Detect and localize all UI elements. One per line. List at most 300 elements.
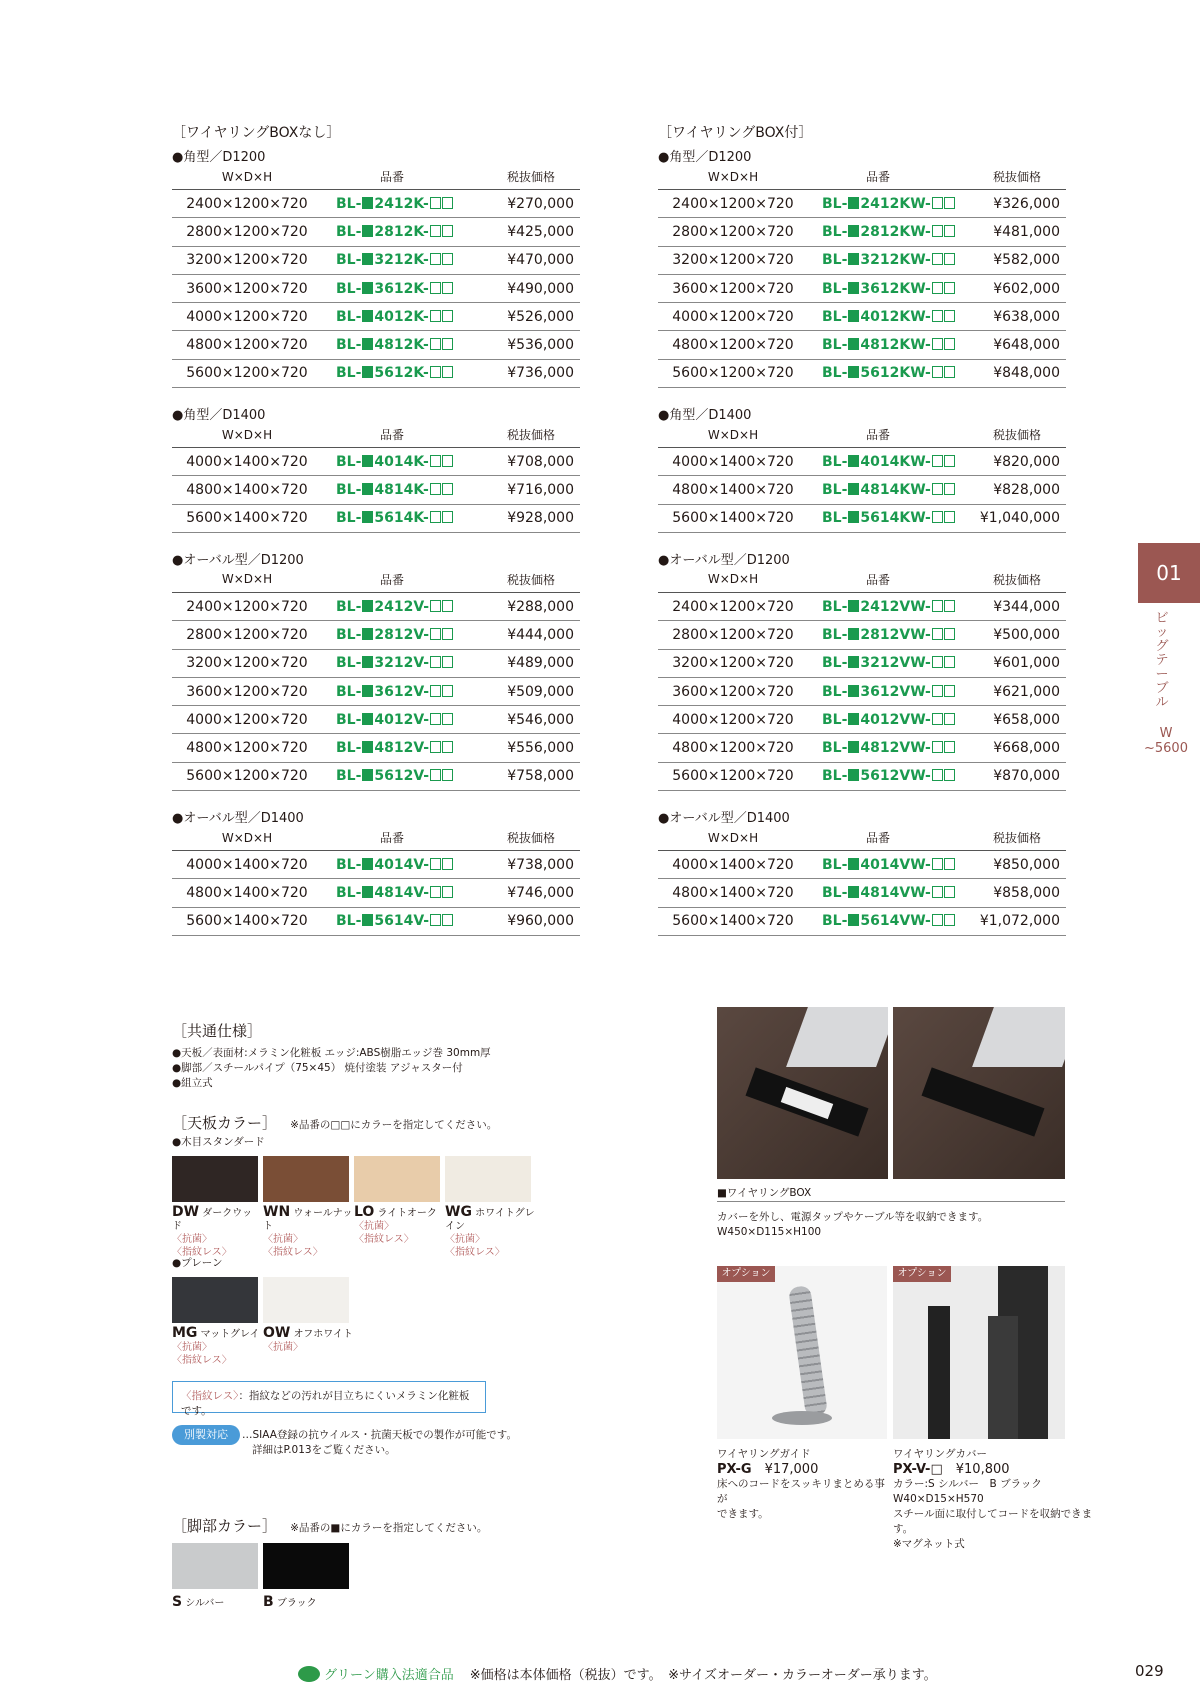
top-color-box-icon	[932, 656, 943, 668]
size-cell: 3200×1200×720	[186, 655, 308, 672]
color-swatch-mg	[172, 1277, 258, 1323]
top-color-header: ［天板カラー］ ※品番の□□にカラーを指定してください。	[172, 1114, 498, 1132]
leg-color-square-icon	[362, 858, 373, 870]
size-cell: 3600×1200×720	[186, 683, 308, 700]
leg-color-square-icon	[848, 225, 859, 237]
code-cell: BL- 3612KW-	[808, 281, 948, 297]
special-badge: 別製対応	[172, 1425, 240, 1445]
color-swatch-dw	[172, 1156, 258, 1202]
leg-color-square-icon	[362, 225, 373, 237]
code-cell: BL- 2412VW-	[808, 599, 948, 615]
table-row	[172, 650, 580, 678]
price-cell: ¥526,000	[507, 308, 574, 325]
wiring-box-desc: カバーを外し、電源タップやケーブル等を収納できます。 W450×D115×H100	[717, 1211, 989, 1238]
price-cell: ¥326,000	[993, 195, 1060, 212]
top-color-box-icon	[932, 769, 943, 781]
leg-color-square-icon	[848, 628, 859, 640]
section-title: ●オーバル型／D1200	[172, 552, 304, 568]
leg-label-black: B ブラック	[263, 1594, 317, 1610]
table-header: W×D×H 品番 税抜価格	[658, 422, 1066, 448]
top-color-box-icon	[430, 600, 441, 612]
leg-color-square-icon	[848, 886, 859, 898]
size-cell: 3600×1200×720	[672, 280, 794, 297]
code-cell: BL- 3212K-	[322, 252, 462, 268]
size-cell: 5600×1200×720	[186, 768, 308, 785]
price-cell: ¥470,000	[507, 252, 574, 269]
leg-color-square-icon	[848, 282, 859, 294]
leg-color-square-icon	[848, 366, 859, 378]
leg-color-square-icon	[848, 310, 859, 322]
table-section	[658, 805, 1066, 936]
code-cell: BL- 2412KW-	[808, 196, 948, 212]
table-row	[172, 218, 580, 246]
code-cell: BL- 4814KW-	[808, 482, 948, 498]
code-cell: BL- 5612K-	[322, 365, 462, 381]
wiring-guide-photo: オプション	[717, 1266, 887, 1439]
color-swatch-wg	[445, 1156, 531, 1202]
code-cell: BL- 2812V-	[322, 627, 462, 643]
price-cell: ¥648,000	[993, 337, 1060, 354]
top-color-box-icon	[442, 338, 453, 350]
leg-color-square-icon	[848, 769, 859, 781]
leg-color-square-icon	[362, 338, 373, 350]
table-header: W×D×H 品番 税抜価格	[658, 825, 1066, 851]
table-section	[172, 805, 580, 936]
top-color-box-icon	[932, 914, 943, 926]
top-color-box-icon	[430, 858, 441, 870]
price-cell: ¥960,000	[507, 913, 574, 930]
top-color-box-icon	[430, 282, 441, 294]
price-cell: ¥758,000	[507, 768, 574, 785]
table-row	[658, 275, 1066, 303]
color-label-mg: MG マットグレイ 〈抗菌〉 〈指紋レス〉	[172, 1325, 260, 1366]
leg-color-square-icon	[362, 713, 373, 725]
size-cell: 5600×1200×720	[672, 365, 794, 382]
size-cell: 5600×1200×720	[672, 768, 794, 785]
top-color-box-icon	[430, 511, 441, 523]
table-header: W×D×H 品番 税抜価格	[172, 164, 580, 190]
leg-color-square-icon	[362, 886, 373, 898]
top-color-box-icon	[430, 483, 441, 495]
leg-color-square-icon	[362, 483, 373, 495]
size-cell: 4000×1200×720	[672, 308, 794, 325]
size-cell: 5600×1400×720	[186, 913, 308, 930]
top-color-box-icon	[430, 366, 441, 378]
top-color-box-icon	[442, 685, 453, 697]
leg-color-square-icon	[362, 310, 373, 322]
size-cell: 2800×1200×720	[186, 626, 308, 643]
wiring-box-title: ■ワイヤリングBOX	[717, 1186, 1065, 1202]
code-cell: BL- 2812KW-	[808, 224, 948, 240]
size-cell: 2800×1200×720	[672, 626, 794, 643]
wiring-box-photo-open	[717, 1007, 888, 1179]
leg-color-square-icon	[362, 197, 373, 209]
table-row	[172, 275, 580, 303]
table-row	[658, 593, 1066, 621]
price-cell: ¥582,000	[993, 252, 1060, 269]
leg-color-square-icon	[362, 600, 373, 612]
price-cell: ¥828,000	[993, 482, 1060, 499]
size-cell: 4800×1200×720	[186, 740, 308, 757]
top-color-box-icon	[932, 253, 943, 265]
top-color-box-icon	[442, 858, 453, 870]
table-row	[172, 476, 580, 504]
top-color-box-icon	[932, 713, 943, 725]
leg-color-square-icon	[362, 914, 373, 926]
code-cell: BL- 3212V-	[322, 655, 462, 671]
leg-color-square-icon	[848, 483, 859, 495]
code-cell: BL- 4812VW-	[808, 740, 948, 756]
table-row	[658, 851, 1066, 879]
top-color-box-icon	[932, 858, 943, 870]
price-cell: ¥481,000	[993, 223, 1060, 240]
size-cell: 5600×1400×720	[186, 510, 308, 527]
code-cell: BL- 4814K-	[322, 482, 462, 498]
code-cell: BL- 4812KW-	[808, 337, 948, 353]
code-cell: BL- 2812VW-	[808, 627, 948, 643]
size-cell: 2800×1200×720	[186, 223, 308, 240]
price-cell: ¥344,000	[993, 598, 1060, 615]
size-cell: 4000×1400×720	[672, 856, 794, 873]
leg-color-square-icon	[362, 769, 373, 781]
size-cell: 4000×1400×720	[186, 856, 308, 873]
top-color-box-icon	[442, 225, 453, 237]
code-cell: BL- 5612VW-	[808, 768, 948, 784]
code-cell: BL- 2412K-	[322, 196, 462, 212]
leg-color-square-icon	[362, 511, 373, 523]
price-cell: ¥601,000	[993, 655, 1060, 672]
code-cell: BL- 5614VW-	[808, 913, 948, 929]
table-column-without-box	[172, 122, 580, 950]
section-title: ●角型／D1400	[658, 408, 752, 424]
size-cell: 4000×1200×720	[186, 711, 308, 728]
color-swatch-wn	[263, 1156, 349, 1202]
price-cell: ¥1,072,000	[979, 913, 1060, 930]
price-cell: ¥870,000	[993, 768, 1060, 785]
top-color-box-icon	[442, 366, 453, 378]
table-section	[658, 144, 1066, 388]
top-color-box-icon	[932, 282, 943, 294]
chapter-vertical-title: ビッグテーブル	[1155, 611, 1169, 710]
top-color-box-icon	[442, 511, 453, 523]
size-cell: 4800×1400×720	[186, 884, 308, 901]
column-title: ［ワイヤリングBOXなし］	[172, 125, 341, 141]
leg-color-square-icon	[848, 656, 859, 668]
top-color-box-icon	[932, 600, 943, 612]
wood-title: ●木目スタンダード	[172, 1136, 265, 1148]
table-row	[172, 303, 580, 331]
table-row	[172, 247, 580, 275]
leg-color-square-icon	[362, 685, 373, 697]
table-section	[658, 547, 1066, 791]
top-color-box-icon	[430, 310, 441, 322]
color-swatch-ow	[263, 1277, 349, 1323]
price-cell: ¥1,040,000	[979, 510, 1060, 527]
common-spec-title: ［共通仕様］	[172, 1022, 263, 1040]
table-header: W×D×H 品番 税抜価格	[658, 567, 1066, 593]
top-color-box-icon	[442, 656, 453, 668]
top-color-box-icon	[932, 628, 943, 640]
price-cell: ¥536,000	[507, 337, 574, 354]
top-color-box-icon	[932, 886, 943, 898]
top-color-box-icon	[442, 253, 453, 265]
leg-color-square-icon	[848, 338, 859, 350]
price-cell: ¥288,000	[507, 598, 574, 615]
table-header: W×D×H 品番 税抜価格	[172, 825, 580, 851]
table-row	[658, 908, 1066, 936]
code-cell: BL- 4014V-	[322, 857, 462, 873]
table-row	[172, 678, 580, 706]
code-cell: BL- 4814V-	[322, 885, 462, 901]
leg-color-square-icon	[362, 282, 373, 294]
top-color-box-icon	[442, 914, 453, 926]
leg-label-silver: S シルバー	[172, 1594, 225, 1610]
price-cell: ¥658,000	[993, 711, 1060, 728]
size-cell: 5600×1400×720	[672, 913, 794, 930]
special-text: …SIAA登録の抗ウイルス・抗菌天板での製作が可能です。 詳細はP.013をご覧ください。	[242, 1429, 517, 1456]
table-section	[172, 547, 580, 791]
color-label-ow: OW オフホワイト 〈抗菌〉	[263, 1325, 353, 1353]
table-header: W×D×H 品番 税抜価格	[172, 567, 580, 593]
code-cell: BL- 4814VW-	[808, 885, 948, 901]
color-label-wg: WG ホワイトグレイン 〈抗菌〉 〈指紋レス〉	[445, 1204, 535, 1258]
size-cell: 4000×1200×720	[672, 711, 794, 728]
top-color-box-icon	[430, 628, 441, 640]
code-cell: BL- 4012K-	[322, 309, 462, 325]
table-row	[658, 360, 1066, 388]
top-color-box-icon	[430, 769, 441, 781]
leg-color-square-icon	[848, 253, 859, 265]
color-swatch-lo	[354, 1156, 440, 1202]
common-spec-list: ●天板／表面材:メラミン化粧板 エッジ:ABS樹脂エッジ巻 30mm厚 ●脚部／スチールパイプ（75×45） 焼付塗装 アジャスター付 ●組立式	[172, 1047, 491, 1089]
chapter-tab: 01	[1138, 543, 1200, 603]
wiring-box-photo-closed	[893, 1007, 1065, 1179]
size-cell: 3600×1200×720	[672, 683, 794, 700]
price-cell: ¥746,000	[507, 884, 574, 901]
table-row	[172, 851, 580, 879]
top-color-box-icon	[932, 338, 943, 350]
price-cell: ¥556,000	[507, 740, 574, 757]
size-cell: 4800×1400×720	[672, 482, 794, 499]
table-row	[658, 218, 1066, 246]
leg-color-square-icon	[848, 741, 859, 753]
top-color-box-icon	[430, 338, 441, 350]
table-row	[658, 476, 1066, 504]
size-cell: 4000×1400×720	[186, 453, 308, 470]
top-color-box-icon	[430, 197, 441, 209]
size-cell: 2400×1200×720	[186, 598, 308, 615]
price-cell: ¥848,000	[993, 365, 1060, 382]
code-cell: BL- 4012VW-	[808, 712, 948, 728]
size-cell: 2400×1200×720	[672, 195, 794, 212]
top-color-box-icon	[430, 713, 441, 725]
price-cell: ¥270,000	[507, 195, 574, 212]
top-color-box-icon	[442, 600, 453, 612]
price-cell: ¥638,000	[993, 308, 1060, 325]
top-color-box-icon	[932, 225, 943, 237]
leg-swatch-black	[263, 1543, 349, 1589]
code-cell: BL- 4014KW-	[808, 454, 948, 470]
table-row	[172, 331, 580, 359]
top-color-box-icon	[430, 253, 441, 265]
table-row	[658, 879, 1066, 907]
top-color-box-icon	[430, 455, 441, 467]
leg-color-header: ［脚部カラー］ ※品番の■にカラーを指定してください。	[172, 1517, 488, 1535]
leg-color-square-icon	[848, 858, 859, 870]
table-row	[658, 303, 1066, 331]
table-row	[172, 190, 580, 218]
top-color-box-icon	[442, 197, 453, 209]
code-cell: BL- 4012KW-	[808, 309, 948, 325]
width-range: W ~5600	[1144, 726, 1188, 756]
top-color-box-icon	[442, 769, 453, 781]
table-row	[172, 734, 580, 762]
leg-color-square-icon	[362, 628, 373, 640]
size-cell: 4000×1200×720	[186, 308, 308, 325]
table-column-with-box	[658, 122, 1066, 950]
table-row	[658, 763, 1066, 791]
code-cell: BL- 5612V-	[322, 768, 462, 784]
size-cell: 4800×1200×720	[672, 740, 794, 757]
table-section	[658, 402, 1066, 533]
code-cell: BL- 4812V-	[322, 740, 462, 756]
top-color-box-icon	[430, 741, 441, 753]
top-color-box-icon	[932, 197, 943, 209]
leg-color-square-icon	[848, 455, 859, 467]
fingerprint-note: 〈指紋レス〉：指紋などの汚れが目立ちにくいメラミン化粧板です。	[172, 1381, 486, 1413]
section-title: ●オーバル型／D1400	[172, 811, 304, 827]
size-cell: 4800×1400×720	[672, 884, 794, 901]
leg-color-square-icon	[362, 253, 373, 265]
top-color-box-icon	[932, 310, 943, 322]
code-cell: BL- 3612K-	[322, 281, 462, 297]
section-title: ●オーバル型／D1200	[658, 552, 790, 568]
code-cell: BL- 3212VW-	[808, 655, 948, 671]
table-row	[172, 908, 580, 936]
code-cell: BL- 4012V-	[322, 712, 462, 728]
size-cell: 2800×1200×720	[672, 223, 794, 240]
green-mark-icon	[298, 1666, 320, 1682]
wiring-guide-info: ワイヤリングガイド PX-G ¥17,000 床へのコードをスッキリまとめる事が できます。	[717, 1448, 885, 1520]
table-row	[172, 505, 580, 533]
code-cell: BL- 2812K-	[322, 224, 462, 240]
table-header: W×D×H 品番 税抜価格	[172, 422, 580, 448]
size-cell: 4800×1200×720	[672, 337, 794, 354]
table-row	[172, 448, 580, 476]
price-cell: ¥708,000	[507, 453, 574, 470]
section-title: ●オーバル型／D1400	[658, 811, 790, 827]
price-cell: ¥489,000	[507, 655, 574, 672]
section-title: ●角型／D1200	[172, 150, 266, 165]
top-color-box-icon	[932, 483, 943, 495]
section-title: ●角型／D1400	[172, 408, 266, 424]
code-cell: BL- 3612VW-	[808, 684, 948, 700]
price-cell: ¥668,000	[993, 740, 1060, 757]
price-cell: ¥546,000	[507, 711, 574, 728]
leg-color-square-icon	[362, 455, 373, 467]
code-cell: BL- 5614KW-	[808, 510, 948, 526]
table-row	[658, 190, 1066, 218]
leg-color-square-icon	[848, 600, 859, 612]
top-color-box-icon	[932, 455, 943, 467]
section-title: ●角型／D1200	[658, 150, 752, 165]
leg-swatch-silver	[172, 1543, 258, 1589]
wiring-cover-photo: オプション	[893, 1266, 1065, 1439]
table-row	[172, 360, 580, 388]
price-cell: ¥509,000	[507, 683, 574, 700]
leg-color-square-icon	[362, 656, 373, 668]
top-color-box-icon	[932, 685, 943, 697]
leg-color-square-icon	[848, 713, 859, 725]
price-cell: ¥490,000	[507, 280, 574, 297]
code-cell: BL- 4014K-	[322, 454, 462, 470]
table-row	[658, 247, 1066, 275]
size-cell: 4800×1400×720	[186, 482, 308, 499]
wiring-cover-info: ワイヤリングカバー PX-V-□ ¥10,800 カラー:S シルバー B ブラック W40×D15×H570 スチール面に取付してコードを収納できます。 ※マグネット式	[893, 1448, 1093, 1550]
table-row	[658, 331, 1066, 359]
table-row	[172, 763, 580, 791]
top-color-box-icon	[932, 366, 943, 378]
leg-color-square-icon	[848, 685, 859, 697]
table-row	[172, 706, 580, 734]
size-cell: 3200×1200×720	[672, 252, 794, 269]
code-cell: BL- 4014VW-	[808, 857, 948, 873]
table-row	[172, 879, 580, 907]
size-cell: 3200×1200×720	[186, 252, 308, 269]
price-cell: ¥858,000	[993, 884, 1060, 901]
price-cell: ¥425,000	[507, 223, 574, 240]
price-cell: ¥500,000	[993, 626, 1060, 643]
table-section	[172, 402, 580, 533]
size-cell: 2400×1200×720	[672, 598, 794, 615]
price-cell: ¥850,000	[993, 856, 1060, 873]
top-color-box-icon	[442, 628, 453, 640]
color-label-lo: LO ライトオーク 〈抗菌〉 〈指紋レス〉	[354, 1204, 437, 1245]
top-color-box-icon	[430, 656, 441, 668]
top-color-box-icon	[442, 310, 453, 322]
table-header: W×D×H 品番 税抜価格	[658, 164, 1066, 190]
top-color-box-icon	[442, 483, 453, 495]
price-cell: ¥602,000	[993, 280, 1060, 297]
price-cell: ¥736,000	[507, 365, 574, 382]
table-row	[658, 621, 1066, 649]
size-cell: 5600×1200×720	[186, 365, 308, 382]
price-cell: ¥444,000	[507, 626, 574, 643]
table-row	[172, 593, 580, 621]
top-color-box-icon	[442, 741, 453, 753]
code-cell: BL- 5612KW-	[808, 365, 948, 381]
top-color-box-icon	[932, 741, 943, 753]
table-row	[658, 650, 1066, 678]
column-title: ［ワイヤリングBOX付］	[658, 125, 813, 141]
price-cell: ¥820,000	[993, 453, 1060, 470]
plain-title: ●プレーン	[172, 1257, 223, 1269]
code-cell: BL- 3612V-	[322, 684, 462, 700]
price-cell: ¥621,000	[993, 683, 1060, 700]
page-number: 029	[1135, 1662, 1164, 1680]
price-cell: ¥716,000	[507, 482, 574, 499]
top-color-box-icon	[442, 455, 453, 467]
size-cell: 2400×1200×720	[186, 195, 308, 212]
leg-color-square-icon	[848, 197, 859, 209]
code-cell: BL- 5614V-	[322, 913, 462, 929]
leg-color-square-icon	[362, 741, 373, 753]
footer: グリーン購入法適合品 ※価格は本体価格（税抜）です。 ※サイズオーダー・カラーオーダー承ります。	[298, 1664, 937, 1683]
top-color-box-icon	[442, 282, 453, 294]
table-row	[172, 621, 580, 649]
code-cell: BL- 2412V-	[322, 599, 462, 615]
leg-color-square-icon	[848, 511, 859, 523]
